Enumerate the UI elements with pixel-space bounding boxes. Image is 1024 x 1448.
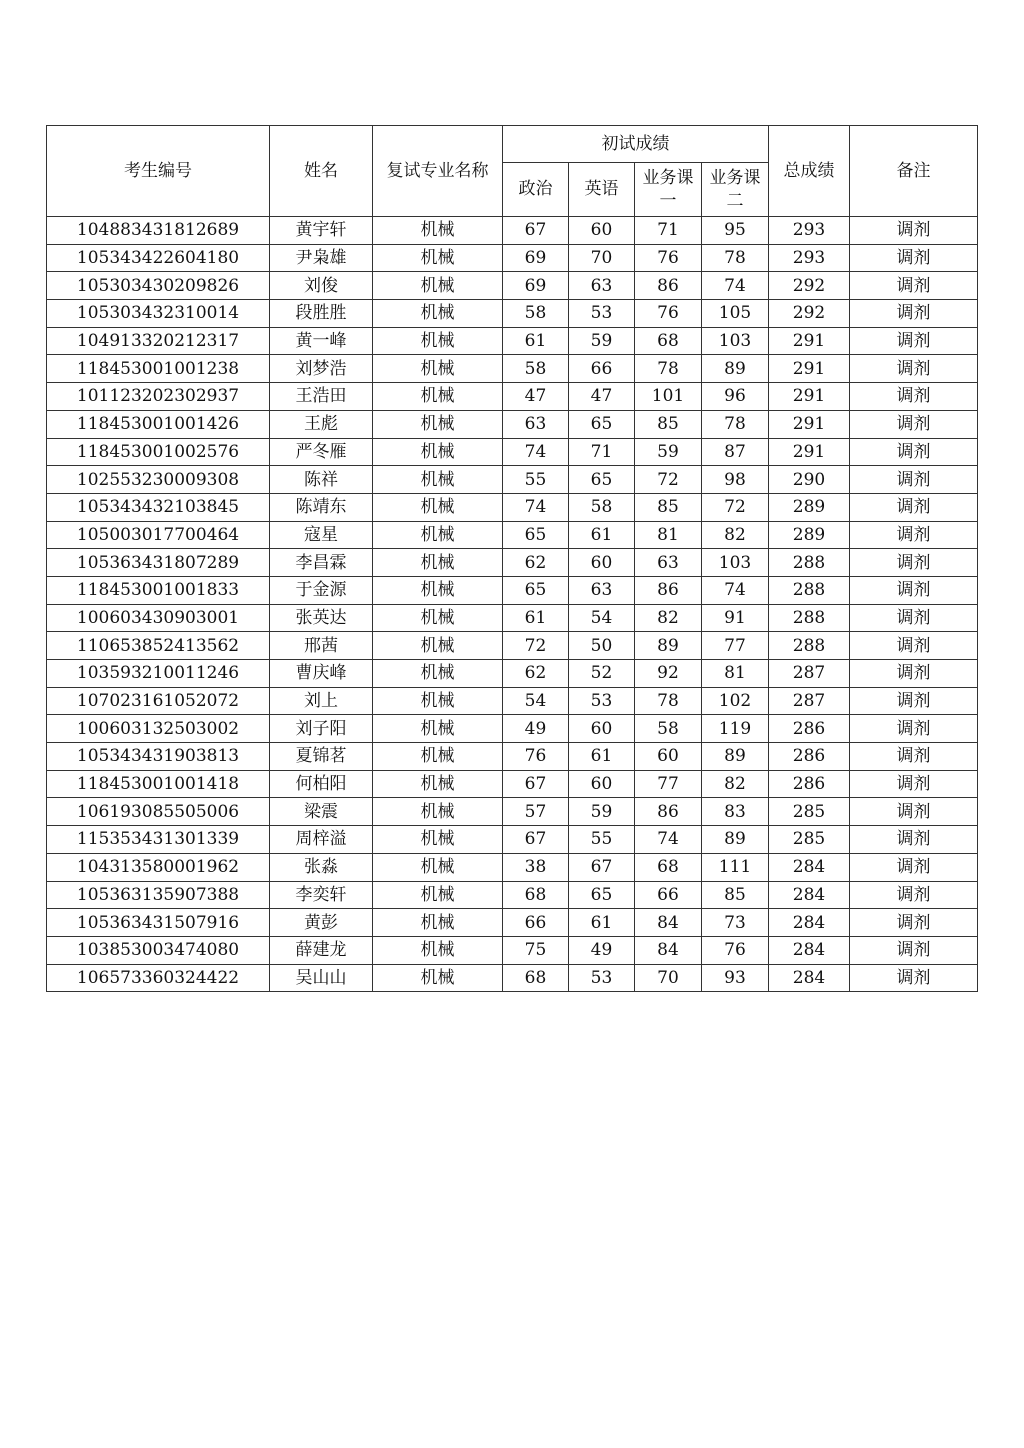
cell-total-score: 290 xyxy=(769,466,850,494)
cell-course-2: 89 xyxy=(702,355,769,383)
cell-candidate-id: 101123202302937 xyxy=(47,383,270,411)
cell-course-1: 84 xyxy=(635,936,702,964)
cell-politics: 49 xyxy=(503,715,569,743)
cell-major: 机械 xyxy=(373,881,503,909)
cell-name: 周梓溢 xyxy=(270,826,373,854)
cell-note: 调剂 xyxy=(850,798,978,826)
cell-total-score: 288 xyxy=(769,604,850,632)
cell-name: 陈祥 xyxy=(270,466,373,494)
cell-note: 调剂 xyxy=(850,909,978,937)
cell-english: 70 xyxy=(569,244,635,272)
cell-course-1: 81 xyxy=(635,521,702,549)
table-row xyxy=(47,576,978,604)
cell-note: 调剂 xyxy=(850,715,978,743)
cell-major: 机械 xyxy=(373,826,503,854)
cell-politics: 57 xyxy=(503,798,569,826)
cell-name: 梁震 xyxy=(270,798,373,826)
table-row xyxy=(47,272,978,300)
cell-name: 于金源 xyxy=(270,576,373,604)
table-row xyxy=(47,327,978,355)
cell-course-2: 91 xyxy=(702,604,769,632)
cell-major: 机械 xyxy=(373,632,503,660)
cell-candidate-id: 100603430903001 xyxy=(47,604,270,632)
cell-course-1: 63 xyxy=(635,549,702,577)
table-row xyxy=(47,770,978,798)
cell-politics: 54 xyxy=(503,687,569,715)
cell-note: 调剂 xyxy=(850,300,978,328)
cell-note: 调剂 xyxy=(850,272,978,300)
cell-name: 刘俊 xyxy=(270,272,373,300)
cell-candidate-id: 104313580001962 xyxy=(47,853,270,881)
cell-english: 59 xyxy=(569,327,635,355)
cell-major: 机械 xyxy=(373,438,503,466)
cell-major: 机械 xyxy=(373,853,503,881)
cell-total-score: 293 xyxy=(769,244,850,272)
cell-note: 调剂 xyxy=(850,826,978,854)
table-row xyxy=(47,521,978,549)
table-row xyxy=(47,909,978,937)
header-row xyxy=(47,126,978,163)
cell-total-score: 287 xyxy=(769,660,850,688)
cell-course-2: 78 xyxy=(702,244,769,272)
cell-english: 71 xyxy=(569,438,635,466)
cell-note: 调剂 xyxy=(850,936,978,964)
cell-english: 52 xyxy=(569,660,635,688)
header-politics: 政治 xyxy=(503,163,569,217)
cell-course-2: 103 xyxy=(702,549,769,577)
cell-name: 刘子阳 xyxy=(270,715,373,743)
cell-major: 机械 xyxy=(373,964,503,992)
cell-course-2: 103 xyxy=(702,327,769,355)
cell-politics: 74 xyxy=(503,438,569,466)
cell-english: 50 xyxy=(569,632,635,660)
cell-course-2: 83 xyxy=(702,798,769,826)
table-row xyxy=(47,660,978,688)
cell-total-score: 288 xyxy=(769,576,850,604)
cell-english: 61 xyxy=(569,521,635,549)
cell-course-1: 92 xyxy=(635,660,702,688)
cell-course-2: 89 xyxy=(702,743,769,771)
table-row xyxy=(47,217,978,245)
table-row xyxy=(47,743,978,771)
cell-course-1: 78 xyxy=(635,355,702,383)
cell-total-score: 284 xyxy=(769,881,850,909)
cell-note: 调剂 xyxy=(850,743,978,771)
cell-name: 段胜胜 xyxy=(270,300,373,328)
cell-course-2: 119 xyxy=(702,715,769,743)
cell-course-1: 76 xyxy=(635,300,702,328)
cell-course-1: 60 xyxy=(635,743,702,771)
cell-politics: 58 xyxy=(503,355,569,383)
cell-note: 调剂 xyxy=(850,438,978,466)
cell-politics: 75 xyxy=(503,936,569,964)
cell-total-score: 285 xyxy=(769,826,850,854)
cell-english: 63 xyxy=(569,272,635,300)
cell-total-score: 284 xyxy=(769,909,850,937)
cell-english: 66 xyxy=(569,355,635,383)
cell-course-2: 82 xyxy=(702,521,769,549)
cell-politics: 55 xyxy=(503,466,569,494)
cell-name: 李昌霖 xyxy=(270,549,373,577)
cell-name: 陈靖东 xyxy=(270,493,373,521)
cell-course-2: 89 xyxy=(702,826,769,854)
cell-candidate-id: 115353431301339 xyxy=(47,826,270,854)
cell-course-2: 78 xyxy=(702,410,769,438)
cell-course-1: 86 xyxy=(635,576,702,604)
cell-name: 何柏阳 xyxy=(270,770,373,798)
cell-politics: 63 xyxy=(503,410,569,438)
cell-course-2: 96 xyxy=(702,383,769,411)
cell-note: 调剂 xyxy=(850,576,978,604)
cell-candidate-id: 105363431507916 xyxy=(47,909,270,937)
table-row xyxy=(47,355,978,383)
cell-course-2: 74 xyxy=(702,576,769,604)
cell-course-1: 68 xyxy=(635,853,702,881)
cell-course-1: 71 xyxy=(635,217,702,245)
cell-candidate-id: 105303432310014 xyxy=(47,300,270,328)
cell-name: 曹庆峰 xyxy=(270,660,373,688)
cell-candidate-id: 105303430209826 xyxy=(47,272,270,300)
cell-major: 机械 xyxy=(373,715,503,743)
cell-note: 调剂 xyxy=(850,660,978,688)
cell-course-1: 68 xyxy=(635,327,702,355)
cell-course-1: 101 xyxy=(635,383,702,411)
cell-english: 58 xyxy=(569,493,635,521)
header-name: 姓名 xyxy=(270,126,373,217)
cell-english: 63 xyxy=(569,576,635,604)
cell-total-score: 291 xyxy=(769,438,850,466)
cell-course-1: 58 xyxy=(635,715,702,743)
cell-note: 调剂 xyxy=(850,493,978,521)
cell-english: 61 xyxy=(569,909,635,937)
cell-major: 机械 xyxy=(373,217,503,245)
cell-name: 严冬雁 xyxy=(270,438,373,466)
cell-total-score: 291 xyxy=(769,355,850,383)
cell-course-1: 66 xyxy=(635,881,702,909)
cell-major: 机械 xyxy=(373,244,503,272)
cell-note: 调剂 xyxy=(850,217,978,245)
cell-politics: 76 xyxy=(503,743,569,771)
table-row xyxy=(47,715,978,743)
cell-english: 47 xyxy=(569,383,635,411)
header-major: 复试专业名称 xyxy=(373,126,503,217)
cell-politics: 58 xyxy=(503,300,569,328)
cell-course-2: 85 xyxy=(702,881,769,909)
cell-course-1: 72 xyxy=(635,466,702,494)
cell-english: 54 xyxy=(569,604,635,632)
cell-note: 调剂 xyxy=(850,383,978,411)
cell-note: 调剂 xyxy=(850,410,978,438)
cell-name: 吴山山 xyxy=(270,964,373,992)
cell-major: 机械 xyxy=(373,383,503,411)
cell-course-1: 85 xyxy=(635,410,702,438)
cell-english: 60 xyxy=(569,217,635,245)
cell-name: 李奕轩 xyxy=(270,881,373,909)
table-row xyxy=(47,244,978,272)
cell-candidate-id: 118453001001238 xyxy=(47,355,270,383)
cell-note: 调剂 xyxy=(850,770,978,798)
cell-major: 机械 xyxy=(373,466,503,494)
cell-name: 尹枭雄 xyxy=(270,244,373,272)
cell-english: 53 xyxy=(569,300,635,328)
cell-candidate-id: 104913320212317 xyxy=(47,327,270,355)
cell-candidate-id: 102553230009308 xyxy=(47,466,270,494)
cell-course-1: 78 xyxy=(635,687,702,715)
cell-course-2: 77 xyxy=(702,632,769,660)
cell-candidate-id: 104883431812689 xyxy=(47,217,270,245)
cell-english: 60 xyxy=(569,770,635,798)
cell-major: 机械 xyxy=(373,327,503,355)
cell-major: 机械 xyxy=(373,798,503,826)
cell-politics: 69 xyxy=(503,272,569,300)
cell-name: 寇星 xyxy=(270,521,373,549)
cell-note: 调剂 xyxy=(850,549,978,577)
cell-total-score: 288 xyxy=(769,549,850,577)
cell-total-score: 285 xyxy=(769,798,850,826)
cell-politics: 62 xyxy=(503,660,569,688)
cell-major: 机械 xyxy=(373,687,503,715)
cell-major: 机械 xyxy=(373,660,503,688)
cell-total-score: 284 xyxy=(769,964,850,992)
cell-name: 黄宇轩 xyxy=(270,217,373,245)
cell-note: 调剂 xyxy=(850,327,978,355)
cell-course-2: 98 xyxy=(702,466,769,494)
cell-politics: 72 xyxy=(503,632,569,660)
cell-candidate-id: 118453001001833 xyxy=(47,576,270,604)
cell-name: 黄一峰 xyxy=(270,327,373,355)
cell-candidate-id: 118453001002576 xyxy=(47,438,270,466)
cell-name: 夏锦茗 xyxy=(270,743,373,771)
cell-course-2: 73 xyxy=(702,909,769,937)
cell-note: 调剂 xyxy=(850,881,978,909)
table-row xyxy=(47,936,978,964)
cell-course-1: 77 xyxy=(635,770,702,798)
cell-politics: 67 xyxy=(503,826,569,854)
cell-politics: 67 xyxy=(503,770,569,798)
cell-politics: 38 xyxy=(503,853,569,881)
cell-total-score: 291 xyxy=(769,410,850,438)
cell-english: 53 xyxy=(569,687,635,715)
cell-major: 机械 xyxy=(373,521,503,549)
cell-candidate-id: 106573360324422 xyxy=(47,964,270,992)
cell-politics: 68 xyxy=(503,964,569,992)
cell-politics: 65 xyxy=(503,576,569,604)
cell-total-score: 292 xyxy=(769,300,850,328)
cell-english: 53 xyxy=(569,964,635,992)
cell-total-score: 292 xyxy=(769,272,850,300)
table-row xyxy=(47,798,978,826)
cell-course-2: 82 xyxy=(702,770,769,798)
cell-course-1: 82 xyxy=(635,604,702,632)
cell-course-1: 86 xyxy=(635,272,702,300)
table-header xyxy=(47,126,978,217)
cell-candidate-id: 100603132503002 xyxy=(47,715,270,743)
cell-candidate-id: 110653852413562 xyxy=(47,632,270,660)
cell-english: 67 xyxy=(569,853,635,881)
table-row xyxy=(47,826,978,854)
cell-english: 59 xyxy=(569,798,635,826)
cell-major: 机械 xyxy=(373,272,503,300)
cell-politics: 69 xyxy=(503,244,569,272)
cell-total-score: 293 xyxy=(769,217,850,245)
score-table xyxy=(46,125,978,992)
cell-candidate-id: 105343432103845 xyxy=(47,493,270,521)
cell-note: 调剂 xyxy=(850,853,978,881)
table-row xyxy=(47,493,978,521)
table-row xyxy=(47,300,978,328)
cell-politics: 62 xyxy=(503,549,569,577)
cell-politics: 47 xyxy=(503,383,569,411)
cell-total-score: 286 xyxy=(769,770,850,798)
cell-politics: 65 xyxy=(503,521,569,549)
cell-total-score: 286 xyxy=(769,715,850,743)
cell-candidate-id: 118453001001418 xyxy=(47,770,270,798)
cell-major: 机械 xyxy=(373,909,503,937)
cell-name: 薛建龙 xyxy=(270,936,373,964)
cell-total-score: 284 xyxy=(769,853,850,881)
cell-total-score: 289 xyxy=(769,493,850,521)
table-row xyxy=(47,853,978,881)
cell-candidate-id: 106193085505006 xyxy=(47,798,270,826)
cell-course-1: 85 xyxy=(635,493,702,521)
cell-total-score: 284 xyxy=(769,936,850,964)
cell-candidate-id: 105343422604180 xyxy=(47,244,270,272)
header-course-2: 业务课二 xyxy=(702,163,769,217)
cell-course-1: 74 xyxy=(635,826,702,854)
cell-major: 机械 xyxy=(373,604,503,632)
cell-total-score: 291 xyxy=(769,327,850,355)
cell-course-2: 81 xyxy=(702,660,769,688)
header-candidate-id: 考生编号 xyxy=(47,126,270,217)
table-row xyxy=(47,687,978,715)
cell-name: 黄彭 xyxy=(270,909,373,937)
cell-total-score: 286 xyxy=(769,743,850,771)
cell-candidate-id: 105363135907388 xyxy=(47,881,270,909)
table-row xyxy=(47,466,978,494)
table-row xyxy=(47,383,978,411)
cell-total-score: 291 xyxy=(769,383,850,411)
cell-politics: 68 xyxy=(503,881,569,909)
cell-major: 机械 xyxy=(373,743,503,771)
cell-course-2: 87 xyxy=(702,438,769,466)
cell-english: 49 xyxy=(569,936,635,964)
cell-politics: 74 xyxy=(503,493,569,521)
cell-politics: 61 xyxy=(503,604,569,632)
cell-course-2: 95 xyxy=(702,217,769,245)
cell-course-1: 70 xyxy=(635,964,702,992)
cell-politics: 61 xyxy=(503,327,569,355)
cell-major: 机械 xyxy=(373,576,503,604)
cell-course-2: 105 xyxy=(702,300,769,328)
cell-note: 调剂 xyxy=(850,964,978,992)
cell-note: 调剂 xyxy=(850,632,978,660)
cell-politics: 66 xyxy=(503,909,569,937)
cell-name: 王浩田 xyxy=(270,383,373,411)
cell-course-2: 111 xyxy=(702,853,769,881)
table-row xyxy=(47,410,978,438)
table-row xyxy=(47,438,978,466)
table-row xyxy=(47,881,978,909)
cell-major: 机械 xyxy=(373,770,503,798)
cell-candidate-id: 107023161052072 xyxy=(47,687,270,715)
header-total-score: 总成绩 xyxy=(769,126,850,217)
cell-name: 邢茜 xyxy=(270,632,373,660)
cell-note: 调剂 xyxy=(850,604,978,632)
header-preliminary-scores: 初试成绩 xyxy=(503,126,769,163)
table-body xyxy=(47,217,978,992)
header-english: 英语 xyxy=(569,163,635,217)
cell-course-1: 76 xyxy=(635,244,702,272)
cell-candidate-id: 118453001001426 xyxy=(47,410,270,438)
cell-note: 调剂 xyxy=(850,355,978,383)
cell-name: 刘梦浩 xyxy=(270,355,373,383)
cell-major: 机械 xyxy=(373,936,503,964)
cell-course-2: 102 xyxy=(702,687,769,715)
cell-candidate-id: 105003017700464 xyxy=(47,521,270,549)
cell-total-score: 288 xyxy=(769,632,850,660)
cell-english: 65 xyxy=(569,881,635,909)
cell-course-2: 93 xyxy=(702,964,769,992)
cell-candidate-id: 103593210011246 xyxy=(47,660,270,688)
cell-course-2: 72 xyxy=(702,493,769,521)
cell-total-score: 289 xyxy=(769,521,850,549)
cell-note: 调剂 xyxy=(850,687,978,715)
cell-course-1: 59 xyxy=(635,438,702,466)
cell-name: 张英达 xyxy=(270,604,373,632)
cell-candidate-id: 105343431903813 xyxy=(47,743,270,771)
cell-name: 张淼 xyxy=(270,853,373,881)
cell-candidate-id: 103853003474080 xyxy=(47,936,270,964)
cell-english: 61 xyxy=(569,743,635,771)
cell-major: 机械 xyxy=(373,493,503,521)
cell-total-score: 287 xyxy=(769,687,850,715)
cell-english: 60 xyxy=(569,549,635,577)
table-row xyxy=(47,964,978,992)
cell-english: 65 xyxy=(569,410,635,438)
cell-english: 55 xyxy=(569,826,635,854)
table-row xyxy=(47,549,978,577)
cell-english: 65 xyxy=(569,466,635,494)
table-row xyxy=(47,632,978,660)
cell-course-1: 84 xyxy=(635,909,702,937)
cell-major: 机械 xyxy=(373,410,503,438)
cell-course-1: 89 xyxy=(635,632,702,660)
cell-english: 60 xyxy=(569,715,635,743)
cell-note: 调剂 xyxy=(850,521,978,549)
cell-major: 机械 xyxy=(373,355,503,383)
cell-name: 刘上 xyxy=(270,687,373,715)
cell-note: 调剂 xyxy=(850,466,978,494)
cell-candidate-id: 105363431807289 xyxy=(47,549,270,577)
cell-course-2: 74 xyxy=(702,272,769,300)
cell-note: 调剂 xyxy=(850,244,978,272)
cell-course-1: 86 xyxy=(635,798,702,826)
header-note: 备注 xyxy=(850,126,978,217)
table-row xyxy=(47,604,978,632)
cell-course-2: 76 xyxy=(702,936,769,964)
cell-major: 机械 xyxy=(373,300,503,328)
cell-politics: 67 xyxy=(503,217,569,245)
cell-name: 王彪 xyxy=(270,410,373,438)
cell-major: 机械 xyxy=(373,549,503,577)
header-course-1: 业务课一 xyxy=(635,163,702,217)
